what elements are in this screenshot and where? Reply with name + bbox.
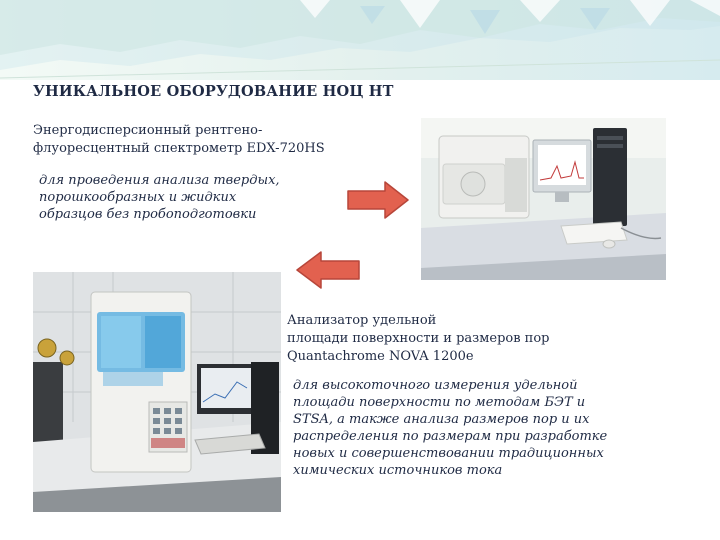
spectrometer-desc-line: для проведения анализа твердых, xyxy=(39,173,280,188)
analyzer-name-line: площади поверхности и размеров пор xyxy=(287,331,550,346)
analyzer-name xyxy=(287,312,587,366)
spectrometer-name-line: флуоресцентный спектрометр EDX-720HS xyxy=(33,141,325,156)
analyzer-description xyxy=(293,377,693,479)
analyzer-desc-line: химических источников тока xyxy=(293,463,503,478)
spectrometer-desc-line: образцов без пробоподготовки xyxy=(39,207,257,222)
analyzer-name-line: Quantachrome NOVA 1200e xyxy=(287,349,474,364)
arrow-right-icon xyxy=(347,181,409,219)
analyzer-desc-line: STSA, а также анализа размеров пор и их xyxy=(293,412,590,427)
analyzer-photo xyxy=(33,272,281,512)
spectrometer-description xyxy=(39,172,339,223)
spectrometer-name xyxy=(33,122,413,158)
arrow-left-icon xyxy=(296,251,360,289)
spectrometer-name-line: Энергодисперсионный рентгено- xyxy=(33,123,263,138)
analyzer-desc-line: для высокоточного измерения удельной xyxy=(293,378,578,393)
slide-title: УНИКАЛЬНОЕ ОБОРУДОВАНИЕ НОЦ НТ xyxy=(33,83,394,100)
spectrometer-photo xyxy=(421,118,666,280)
header-decoration xyxy=(0,0,720,80)
spectrometer-desc-line: порошкообразных и жидких xyxy=(39,190,237,205)
analyzer-name-line: Анализатор удельной xyxy=(287,313,437,328)
analyzer-desc-line: площади поверхности по методам БЭТ и xyxy=(293,395,586,410)
analyzer-desc-line: распределения по размерам при разработке xyxy=(293,429,608,444)
analyzer-desc-line: новых и совершенствовании традиционных xyxy=(293,446,604,461)
